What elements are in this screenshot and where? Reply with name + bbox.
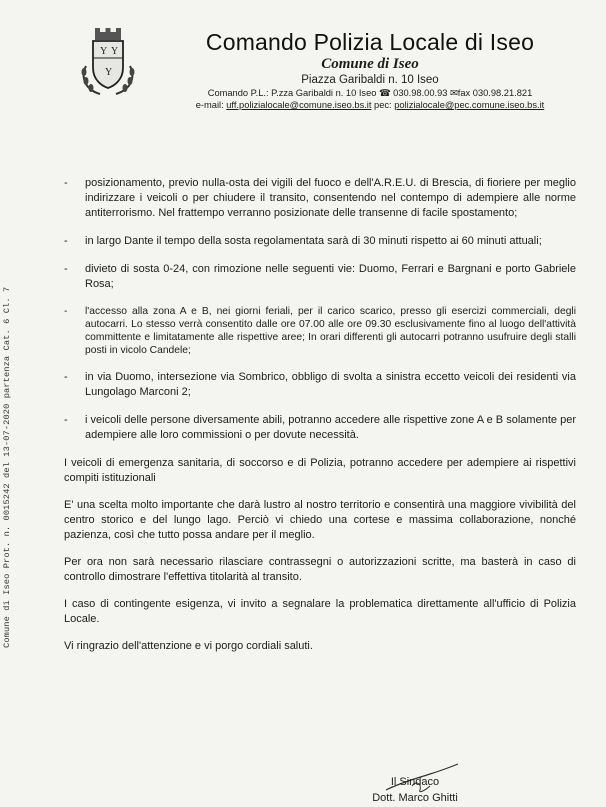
- crest-letter: Y: [100, 46, 108, 57]
- list-item-text: in via Duomo, intersezione via Sombrico, obbligo di svolta a sinistra eccetto veicoli dei residenti via Lungolago Marconi 2;: [85, 371, 576, 398]
- list-item-text: divieto di sosta 0-24, con rimozione nelle seguenti vie: Duomo, Ferrari e Bargnani e porto Gabriele Rosa;: [85, 263, 576, 290]
- list-item: [64, 370, 576, 400]
- protocol-stamp: Comune di Iseo Prot. n. 0015242 del 13-07-2020 partenza Cat. 6 Cl. 7: [2, 286, 12, 648]
- crest-letter: Y: [105, 67, 113, 78]
- signature-block: [360, 774, 470, 806]
- list-dash: -: [64, 306, 68, 317]
- email-label: e-mail:: [195, 100, 224, 110]
- paragraph: E' una scelta molto importante che darà lustro al nostro territorio e consentirà una maggiore vivibilità del centro storico e del lungo lago. Perciò vi chiedo una cortese e massima collaborazione, nonché pazienza, così che tutto possa andare per il meglio.: [64, 499, 576, 541]
- list-item: [64, 413, 576, 443]
- list-item-text: i veicoli delle persone diversamente abili, potranno accedere alle rispettive zone A e B solamente per adempiere alle loro commissioni o per dovute necessità.: [85, 414, 576, 441]
- email-link[interactable]: uff.polizialocale@comune.iseo.bs.it: [226, 100, 372, 110]
- signature-name: Dott. Marco Ghitti: [372, 792, 458, 804]
- pec-label: pec:: [374, 100, 392, 110]
- municipal-crest-icon: [78, 26, 138, 98]
- paragraph: I veicoli di emergenza sanitaria, di soccorso e di Polizia, potranno accedere per adempiere ai rispettivi compiti istituzionali: [64, 457, 576, 484]
- measures-list: [64, 176, 576, 443]
- list-item-text: in largo Dante il tempo della sosta regolamentata sarà di 30 minuti rispetto ai 60 minuti attuali;: [85, 235, 542, 247]
- list-item: [64, 305, 576, 357]
- paragraph: Per ora non sarà necessario rilasciare contrassegni o autorizzazioni scritte, ma basterà in caso di controllo dimostrare l'effettiva titolarità al transito.: [64, 556, 576, 583]
- letterhead-emails: [160, 99, 580, 111]
- list-item-text: posizionamento, previo nulla-osta dei vigili del fuoco e dell'A.R.E.U. di Brescia, di fioriere per meglio indirizzare i veicoli o per chiudere il transito, consentendo nel contempo di adempiere alle norme antiterrorismo. Nel frattempo verranno posizionate delle transenne di facile spostamento;: [85, 177, 576, 219]
- letter-body: [64, 176, 576, 666]
- list-dash: -: [64, 371, 68, 383]
- letterhead-title: Comando Polizia Locale di Iseo: [205, 29, 535, 55]
- crest-letter: Y: [111, 46, 119, 57]
- letterhead-subtitle: Comune di Iseo: [321, 56, 419, 72]
- list-dash: -: [64, 263, 68, 275]
- list-item: [64, 176, 576, 221]
- letterhead: [160, 28, 580, 111]
- letterhead-contact: Comando P.L.: P.zza Garibaldi n. 10 Iseo ☎ 030.98.00.93 ✉fax 030.98.21.821: [207, 88, 533, 98]
- list-item: [64, 262, 576, 292]
- list-dash: -: [64, 414, 68, 426]
- list-item: [64, 234, 576, 249]
- paragraph: I caso di contingente esigenza, vi invito a segnalare la problematica direttamente all'ufficio di Polizia Locale.: [64, 598, 576, 625]
- pec-link[interactable]: polizialocale@pec.comune.iseo.bs.it: [394, 100, 545, 110]
- letterhead-address: Piazza Garibaldi n. 10 Iseo: [301, 74, 439, 86]
- signature-role: Il Sindaco: [390, 776, 440, 788]
- list-item-text: l'accesso alla zona A e B, nei giorni feriali, per il carico scarico, presso gli esercizi commerciali, degli autocarri. Lo stesso verrà consentito dalle ore 07.00 alle ore 09.30 esclusivamente fino al luogo dell'attività committente e limitatamente alle rispettive aree; In orari differenti gli autocarri potranno usufruire degli stalli posti in vicolo Candele;: [85, 306, 576, 356]
- list-dash: -: [64, 235, 68, 247]
- paragraph: Vi ringrazio dell'attenzione e vi porgo cordiali saluti.: [64, 640, 313, 652]
- list-dash: -: [64, 177, 68, 189]
